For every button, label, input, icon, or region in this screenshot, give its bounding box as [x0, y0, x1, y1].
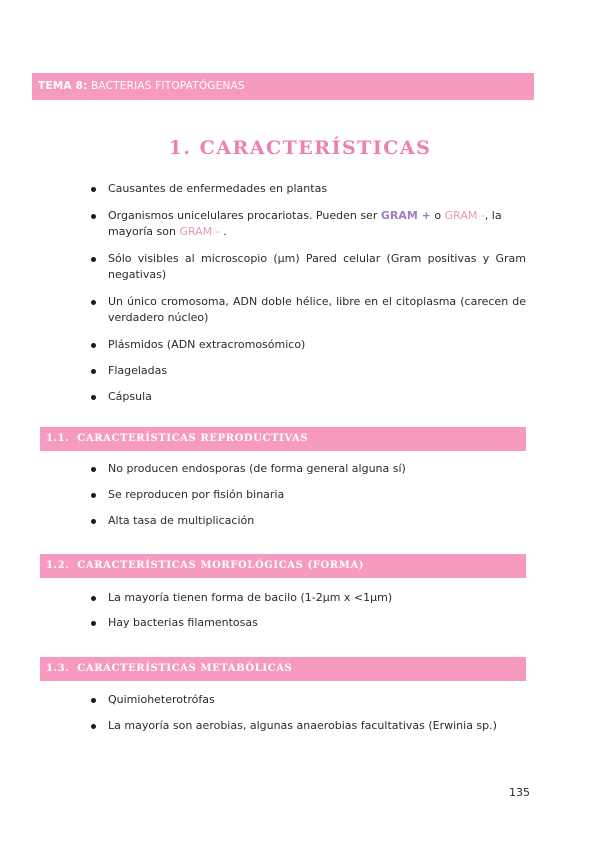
list-item: [88, 718, 526, 734]
page-number: 135: [509, 786, 530, 799]
gram-negative-label: GRAM -: [179, 225, 220, 238]
list-item: [88, 692, 526, 708]
page-title: 1. CARACTERÍSTICAS: [168, 137, 432, 159]
list-item: [88, 389, 526, 405]
reproductive-list: [88, 461, 526, 529]
gram-positive-label: GRAM +: [380, 209, 431, 222]
chapter-title: BACTERIAS FITOPATÓGENAS: [91, 80, 245, 92]
list-item-text: No producen endosporas (de forma general alguna sí): [108, 462, 406, 475]
list-item-text: Plásmidos (ADN extracromosómico): [108, 338, 306, 351]
gram-negative-label: GRAM -: [444, 209, 485, 222]
section-title: CARACTERÍSTICAS REPRODUCTIVAS: [77, 433, 309, 444]
morphological-list: [88, 590, 526, 631]
section-header-reproductivas: [40, 427, 526, 451]
list-item: [88, 461, 526, 477]
list-item-text: Se reproducen por fisión binaria: [108, 488, 285, 501]
list-item-text: Flageladas: [108, 364, 168, 377]
section-number: 1.1.: [46, 433, 70, 444]
list-item: [88, 294, 526, 326]
section-number: 1.2.: [46, 560, 70, 571]
list-item-text: La mayoría son aerobias, algunas anaerobias facultativas (Erwinia sp.): [108, 719, 497, 732]
section-header-metabolicas: [40, 657, 526, 681]
section-title: CARACTERÍSTICAS METABÓLICAS: [77, 663, 293, 674]
list-item-text: .: [219, 225, 227, 238]
list-item-text: Causantes de enfermedades en plantas: [108, 182, 328, 195]
list-item-text: o: [430, 209, 445, 222]
list-item: [88, 337, 526, 353]
section-header-morfologicas: [40, 554, 526, 578]
list-item: [88, 590, 526, 606]
section-number: 1.3.: [46, 663, 70, 674]
list-item-text: Un único cromosoma, ADN doble hélice, libre en el citoplasma (carecen de verdadero núcleo): [108, 295, 526, 324]
list-item-text: Cápsula: [108, 390, 152, 403]
list-item-text: Hay bacterias filamentosas: [108, 616, 258, 629]
characteristics-list: [88, 181, 526, 405]
list-item-text: Quimioheterotrófas: [108, 693, 215, 706]
metabolic-list: [88, 692, 526, 734]
list-item-text: La mayoría tienen forma de bacilo (1-2µm x <1µm): [108, 591, 393, 604]
chapter-header-band: [32, 73, 534, 100]
list-item-text: Sólo visibles al microscopio (µm) Pared celular (Gram positivas y Gram negativas): [108, 252, 526, 281]
chapter-label: TEMA 8:: [38, 80, 88, 92]
list-item-text: Alta tasa de multiplicación: [108, 514, 255, 527]
list-item: [88, 181, 526, 197]
list-item: [88, 513, 526, 529]
list-item: [88, 251, 526, 283]
list-item-text: Organismos unicelulares procariotas. Pueden ser: [108, 209, 381, 222]
list-item-text: , la mayoría son: [108, 209, 502, 238]
list-item: [88, 208, 526, 240]
section-title: CARACTERÍSTICAS MORFOLÓGICAS (FORMA): [77, 560, 365, 571]
list-item: [88, 615, 526, 631]
list-item: [88, 363, 526, 379]
list-item: [88, 487, 526, 503]
